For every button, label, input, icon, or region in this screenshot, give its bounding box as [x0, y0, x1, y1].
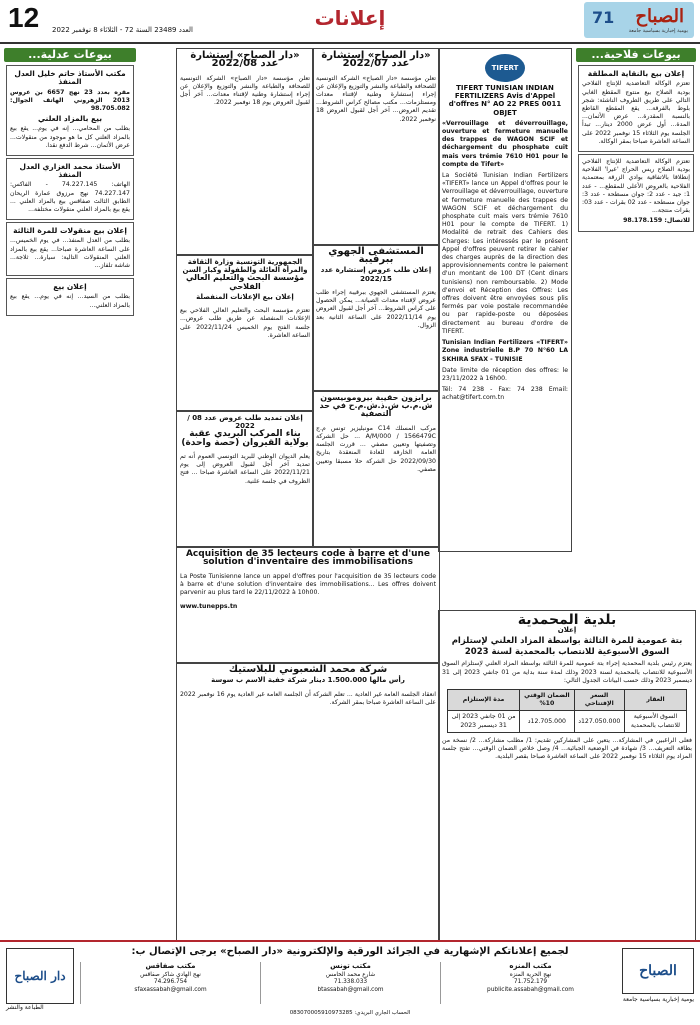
agri-sales-banner: بيوعات فلاحية... [576, 48, 696, 62]
office-phone[interactable]: 71.752.179 [513, 979, 548, 985]
agri-ad-1 [578, 65, 694, 152]
section-title: إعلانات [314, 6, 386, 30]
judicial-ad-3-title: إعلان بيع منقولات للمرة الثالثة [13, 226, 127, 236]
tifert-contact: Tél: 74 238 - Fax: 74 238 Email: achat@tifert.com.tn [442, 386, 568, 402]
plastic-title: شركة محمد الشعبوني للبلاستيك [228, 664, 388, 675]
newspaper-logo[interactable] [584, 2, 694, 38]
agri-ad-1-text: تعتزم الوكالة التعاضدية للإنتاج الفلاحي بودية الصلاح بيع منتوج المقطع الغابي التالي على طريق الطروف الناشئة: شجر بلوط بالفرقة... يقع المقطع القاطع بالنسبة المقدرة... عرض الأثمان... المدة... أول عرض 2000 دينار... تبدأ الجلسة يوم الثلاثاء 15 نوفمبر 2022 على الساعة العاشرة صباحا بمقر الوكالة. [582, 80, 691, 145]
judicial-ad-4-title: إعلان بيع [53, 282, 87, 292]
judicial-ad-3 [6, 222, 134, 276]
judicial-ad-2-text: الهاتف: 74.227.145 - الفاكس: 74.227.147 نهج مرزوق عمارة الريحان الطابق الثالث صفاقس بيع بالمزاد العلني ... يقع بيع بالمزاد العلني منقولات مختلفة... [10, 181, 130, 214]
dar-assabah-08-text: تعلن مؤسسة «دار الصباح» الشركة التونسية للصحافة والطباعة والنشر والتوزيع والإعلان عن إجراء إستشارة وطنية لإقتناء معدات... آخر أجل لقبول العروض يوم 18 نوفمبر 2022. [180, 74, 310, 107]
acquisition-title: Acquisition de 35 lecteurs code à barre et d'une solution d'inventaire des immobilisations [185, 549, 431, 568]
footer-tagline-left: الطباعة والنشر [6, 1004, 44, 1011]
tifert-logo: TIFERT [485, 54, 525, 82]
dar-assabah-consult-08 [176, 48, 314, 256]
mohamedia-municipality-notice [438, 610, 696, 944]
hospital-title: المستشفى الجهوي ببرقيبة [328, 246, 424, 266]
liquidation-title: برابزون حقيبة بيروموبيسون ش.م.ب ش.ذ.ش.م.ح في حد التصفية [319, 393, 433, 419]
plastic-sub: رأس مالها 1.500.000 دينار شركة خفية الاسم ب سوسة [211, 676, 405, 685]
judicial-ad-2 [6, 158, 134, 220]
agri-research-title: مؤسسة البحث والتعليم العالي الفلاحي [185, 273, 305, 291]
office-list [80, 962, 620, 1004]
judicial-ad-1-addr: مقره بعدد 23 نهج 6657 بن عروس 2013 الزهروني الهاتف الجوال: 98.705.082 [10, 88, 130, 113]
office-name: مكتب المنزه [509, 962, 552, 970]
auction-table [447, 689, 687, 733]
issue-line: العدد 23489 السنة 72 - الثلاثاء 8 نوفمبر 2022 [52, 26, 193, 34]
footer-logo-left[interactable]: دار الصباح [6, 948, 74, 1004]
table-row [448, 711, 687, 732]
baldia-intro: يعتزم رئيس بلدية المحمدية إجراء بتة عمومية للمرة الثالثة بواسطة المزاد العلني لإستلزام السوق الأسبوعية للانتصاب بالمحمدية لسنة 2023 وذلك لمدة سنة بداية من 01 جانفي 2023 إلى 31 ديسمبر 2023 وذلك حسب البيانات الجدول التالي: [442, 660, 693, 684]
dar-assabah-consult-07 [312, 48, 440, 246]
judicial-ad-4-text: بطلب من السيد... إنه في يوم... يقع بيع بالمزاد العلني... [10, 293, 130, 309]
office-phone[interactable]: 71.338.033 [333, 979, 368, 985]
baldia-title: بلدية المحمدية [517, 612, 617, 628]
td-opening-price: 127.050.000د [574, 711, 624, 732]
post-tender-text: يعلم الديوان الوطني للبريد التونسي العموم أنه تم تمديد آخر أجل لقبول العروض إلى يوم 2022/11/21 على الساعة العاشرة صباحا ... فتح الظروف في جلسة علنية. [180, 453, 310, 485]
baldia-headline: بتة عمومية للمرة الثالثة بواسطة المزاد العلني لإستلزام السوق الأسبوعية للانتصاب بالمحمدية لسنة 2023 [451, 636, 683, 658]
agri-sales-column [576, 48, 696, 658]
judicial-ad-2-head: الأستاذ محمد الغزاري العدل المنفذ [19, 162, 121, 180]
office-menzah [440, 962, 620, 1004]
advertising-footer [0, 940, 700, 1025]
office-email[interactable]: btassabah@gmail.com [317, 986, 384, 993]
post-tender-title: بناء المركب البريدي عقبة بولاية القيروان (حصة واحدة) [181, 429, 309, 448]
agri-research-notice [176, 254, 314, 412]
td-deposit: 12.705.000د [520, 711, 574, 732]
judicial-ad-1 [6, 65, 134, 156]
acquisition-text: La Poste Tunisienne lance un appel d'offres pour l'acquisition de 35 lecteurs code à barre et d'une solution d'inventaire des immobilisations... Les offres doivent parvenir au plus tard le 22/11/2022 à 10h00. [180, 572, 436, 596]
judicial-ad-3-text: بطلب من العدل المنفذ... في يوم الخميس... على الساعة العاشرة صباحا... يقع بيع بالمزاد العلني المنقولات التالية: سيارة... ثلاجة... شاشة تلفاز... [10, 237, 130, 270]
agri-ad-2-text: تعتزم الوكالة التعاضدية للإنتاج الفلاحي بودية الصلاح ريس الحراج 'عيرا' الفلاحية إنطلاقا بالاتفاقية بوادي الزرقة بمعتمدية الفلاحية بالعروض الأعلى للمقطع... - عدد 1: جيد - عدد 2: جوان مسطحة - عدد 3: جوان مسطحة - عدد 02 بقرات - عدد 03: بقرات منتجة... [582, 158, 690, 215]
judicial-ad-1-head: مكتب الأستاذ حاتم خليل العدل المنفذ [14, 69, 126, 87]
td-duration: من 01 جانفي 2023 إلى 31 ديسمبر 2023 [448, 711, 520, 732]
tifert-deadline: Date limite de réception des offres: le 23/11/2022 à 16h00. [442, 366, 568, 382]
auction-table-header [448, 690, 687, 711]
plastic-company-notice [176, 662, 440, 944]
judicial-sales-column [4, 48, 136, 932]
poste-acquisition-notice [176, 546, 440, 664]
office-addr: نهج الحرية المنزه [509, 971, 552, 978]
page-header [0, 0, 700, 44]
plastic-text: انعقاد الجلسة العامة غير العادية ... تعلم الشركة أن الجلسة العامة غير العادية يوم 16 نوفمبر 2022 على الساعة العاشرة صباحا بمقر الشركة. [180, 690, 436, 706]
office-phone[interactable]: 74.296.754 [153, 979, 188, 985]
judicial-ad-4 [6, 278, 134, 316]
tifert-address: Tunisian Indian Fertilizers «TIFERT» Zone industrielle B.P 70 N°60 LA SKHIRA SFAX - TUNISIE [442, 339, 568, 363]
tifert-heading: TIFERT TUNISIAN INDIAN FERTILIZERS Avis d'Appel d'offres N° AO 22 PRES 0011 OBJET [448, 84, 562, 117]
page-number: 12 [8, 2, 40, 33]
tifert-notice [438, 48, 572, 552]
post-tender-head: إعلان تمديد طلب عروض عدد 08 / 2022 [187, 414, 303, 431]
judicial-ad-1-text: بطلب من المحامي... إنه في يوم... يقع بيع بالمزاد العلني كل ما هو موجود من منقولات... عرض الأثمان... شرط الدفع نقدا. [10, 125, 130, 149]
office-email[interactable]: publicite.assabah@gmail.com [487, 986, 574, 993]
office-tunis [260, 962, 440, 1004]
agri-research-head: الجمهورية التونسية وزارة الثقافة والمرأة العائلة والطفولة وكبار السن [182, 258, 308, 275]
footer-logo-right[interactable]: الصباح [622, 948, 694, 994]
office-addr: نهج الهادي شاكر صفاقس [140, 971, 201, 978]
th-deposit: الضمان الوقتي 10% [520, 690, 574, 711]
td-property: السوق الأسبوعية للانتصاب بالمحمدية [624, 711, 686, 732]
hospital-text: يعتزم المستشفى الجهوي ببرقيبة إجراء طلب عروض لإقتناء معدات الصيانة... يمكن الحصول على كراس الشروط... آخر أجل لقبول العروض يوم 2022/11/14 على الساعة الثانية بعد الزوال. [316, 289, 436, 329]
hospital-notice [312, 244, 440, 392]
judicial-sales-banner: بيوعات عدلية... [4, 48, 136, 62]
hospital-sub: إعلان طلب عروض إستشارة عدد 2022/15 [320, 266, 432, 283]
baldia-conditions: فعلى الراغبين في المشاركة... يتعين على المشاركين تقديم: 1/ مطلب مشاركة... 2/ نسخة من بطاقة التعريف... 3/ شهادة في الوضعية الجبائية... 4/ وصل خلاص الضمان الوقتي... تفتح جلسة المزاد يوم الثلاثاء 15 نوفمبر 2022 على الساعة العاشرة صباحا بقصر البلدية. [442, 736, 692, 761]
agri-ad-2-contact: للاتصال: 98.178.159 [623, 217, 690, 225]
footer-tagline-right: يومية إخبارية بسياسية جامعة [622, 996, 694, 1003]
baldia-subtitle: إعلان [557, 626, 577, 635]
dar-assabah-07-text: تعلن مؤسسة «دار الصباح» الشركة التونسية للصحافة والطباعة والنشر والتوزيع والإعلان عن إجراء إستشارة وطنية لإقتناء معدات ومستلزمات... مكتب مصالح كراس الشروط... تقديم العروض... آخر أجل لقبول العروض 18 نوفمبر 2022. [316, 74, 436, 123]
dar-assabah-07-title: «دار الصباح» إستشارة عدد 2022/07 [321, 50, 431, 70]
dar-assabah-08-title: «دار الصباح» إستشارة عدد 2022/08 [190, 50, 300, 70]
agri-ad-2 [578, 154, 694, 232]
logo-number: 71 [592, 8, 615, 27]
office-addr: شارع محمد الخامس [325, 971, 376, 978]
acquisition-site[interactable]: www.tunepps.tn [180, 603, 238, 611]
office-name: مكتب تونس [330, 962, 371, 970]
agri-research-text: تعتزم مؤسسة البحث والتعليم العالي الفلاحي بيع الإعلانات المنفصلة عن طريق طلب عروض... جلسة الفتح يوم الخميس 2022/11/24 على الساعة العاشرة. [180, 307, 310, 339]
agri-ad-1-title: إعلان بيع بالنقاية المطلقة [587, 69, 685, 79]
th-duration: مدة الإستلزام [448, 690, 520, 711]
th-opening-price: السعر الإفتتاحي [574, 690, 624, 711]
post-tender-extension [176, 410, 314, 548]
logo-name: الصباح [635, 6, 684, 27]
liquidation-text: مركب المسلك C14 مونبليزير تونس م.ج A/M/000 / 1566479C ... حل الشركة وتصفيتها وتعيين مصفي ... قررت الجلسة العامة الخارقة للعادة المنعقدة بتاريخ 2022/09/30 حل الشركة حلا مسبقا وتعيين مصفي. [316, 424, 436, 473]
footer-bank-line: الحساب الجاري البريدي: 083070005910973285 [289, 1010, 411, 1016]
th-property: العقار [624, 690, 686, 711]
judicial-ad-1-title: بيع بالمزاد العلني [37, 114, 103, 124]
agri-research-sub: إعلان بيع الإعلانات المنفصلة [196, 292, 294, 301]
tifert-object: «Verrouillage et déverrouillage, ouverture et fermeture manuelle des trappes de WAGON SCIF et déchargement du phosphate cuit mais vers trémie 7610 H01 pour le compte de Tifert» [442, 119, 568, 168]
office-email[interactable]: sfaxassabah@gmail.com [134, 986, 207, 993]
footer-title: لجميع إعلاناتكم الإشهارية في الجرائد الورقية والإلكترونية «دار الصباح» يرجى الإتصال ب: [131, 946, 569, 957]
office-name: مكتب صفاقس [145, 962, 196, 970]
office-sfax [80, 962, 260, 1004]
tifert-body: La Société Tunisian Indian Fertilizers «TIFERT» lance un Appel d'offres pour le Verrouillage et déverrouillage, ouverture et fermeture manuelle des trappes de WAGON SCIF et déchargement du phosphate cuit mais vers trémie 7610 H01 pour le compte de TIFERT. 1) Modalité de retrait des Cahiers des Charges: Les intéressés par le présent Appel d'offres peuvent retirer le cahier des charges auprès de la direction des approvisionnements contre le paiement d'un montant de 100 DT (Cent dinars tunisiens) non remboursable. 2) Mode d'envoi et Réception des Offres: Les offres doivent être envoyées sous plis fermés par voie postale recommandée ou par rapide-poste ou déposées directement au bureau d'ordre de TIFERT. [442, 172, 568, 335]
company-liquidation-notice [312, 390, 440, 548]
logo-tagline: يومية إخبارية بسياسية جامعة [628, 28, 688, 34]
